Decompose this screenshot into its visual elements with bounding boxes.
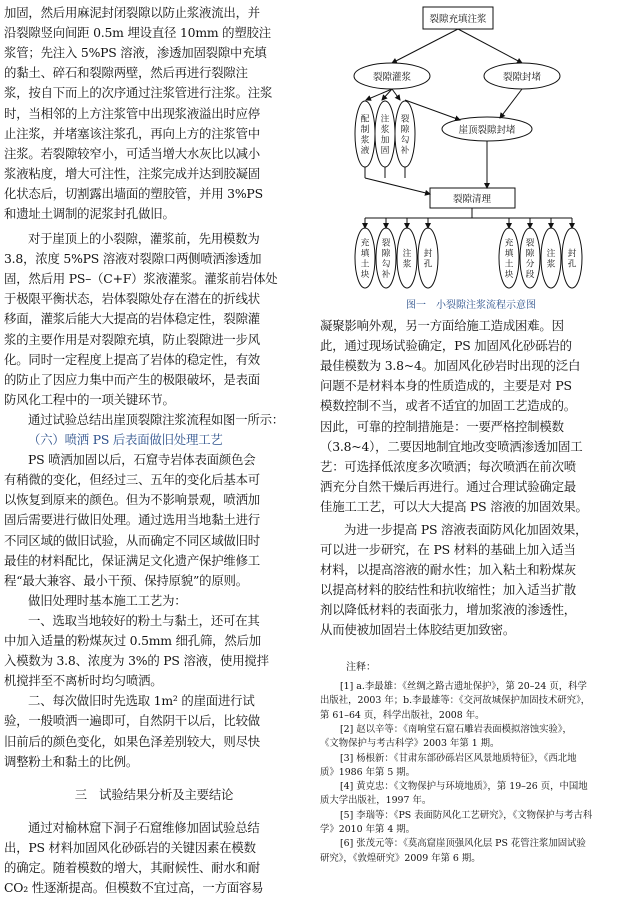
right-text-line: 艺：可选择低浓度多次喷洒；每次喷洒在前次喷 (320, 458, 577, 474)
left-text-line: 的黏土、碎石和裂隙两壁，然后再进行裂隙注 (4, 65, 248, 81)
left-text-line: 浆，按自下而上的次序通过注浆管进行注浆。注浆 (4, 85, 273, 101)
left-text-line: 调整粉土和黏土的比例。 (4, 753, 139, 769)
left-text-line: 于极限平衡状态，岩体裂隙处存在潜在的折线状 (4, 291, 261, 307)
left-text-line: CO₂ 性逐渐提高。但模数不宜过高，一方面容易 (4, 879, 264, 895)
left-text-line: 移面，灌浆后能大大提高的岩体稳定性，裂隙灌 (4, 311, 261, 327)
left-text-line: 对于崖顶上的小裂隙，灌浆前，先用模数为 (28, 231, 260, 246)
left-text-line: 浆液粘度，增大可注性，注浆完成并达到胶凝固 (4, 165, 261, 181)
diagram-bottom-right-node: 充填土块 (504, 238, 514, 280)
diagram-bottom-right-node: 封孔 (567, 248, 577, 270)
right-text-line: 为进一步提高 PS 溶液表面防风化加固效果， (344, 521, 588, 537)
left-text-line: （六）喷洒 PS 后表面做旧处理工艺 (28, 432, 223, 447)
left-text-line: 通过试验总结出崖顶裂隙注浆流程如图一所示： (28, 411, 285, 427)
reference-line: 质大学出版社，1997 年。 (320, 795, 432, 807)
right-text-line: 因此，可靠的控制措施是：一要严格控制模数 (320, 418, 564, 434)
left-text-line: 通过对榆林窟下洞子石窟维修加固试验总结 (28, 819, 260, 835)
reference-line: 质》1986 年第 5 期。 (320, 766, 416, 778)
notes-label: 注释： (346, 662, 376, 673)
diagram-branch-right: 裂隙封堵 (502, 72, 542, 83)
diagram-left-child: 裂隙勾补 (400, 114, 410, 156)
diagram-bottom-left-node: 裂隙勾补 (381, 238, 391, 280)
diagram-merge: 崖顶裂隙封堵 (458, 125, 516, 136)
left-text-line: 验，一般喷洒一遍即可，自然阴干以后，比较做 (4, 713, 261, 729)
right-text-line: 佳施工工艺，可以大大提高 PS 溶液的加固效果。 (320, 498, 588, 514)
diagram-bottom-right-node: 注浆 (546, 248, 556, 270)
left-text-line: 一、选取当地较好的粉土与黏土，还可在其 (28, 612, 260, 628)
left-text-line: 3.8，浓度 5%PS 溶液对裂隙口两侧喷洒渗透加 (4, 251, 262, 267)
left-text-line: 固，然后用 PS–（C+F）浆液灌浆。灌浆前岩体处 (4, 271, 278, 287)
left-text-line: 以恢复到原来的颜色。但为不影响景观，喷洒加 (4, 492, 261, 508)
left-text-line: 止注浆，并堵塞该注浆孔，再向上方的注浆管中 (4, 125, 261, 141)
right-text-line: 洒充分自然干燥后再进行。通过合理试验确定最 (320, 478, 577, 494)
reference-line: 《文物保护与考古科学》2003 年第 1 期。 (320, 738, 500, 750)
left-text-line: 化。同时一定程度上提高了岩体的稳定性，有效 (4, 351, 261, 367)
diagram-bottom-left-node: 封孔 (423, 248, 433, 270)
right-text-line: 剂以降低材料的表面张力，增加浆液的渗透性， (320, 602, 577, 618)
right-text-line: 问题不是材料本身的性质造成的，主要是对 PS (320, 378, 572, 394)
diagram-bottom-left-node: 注浆 (402, 248, 412, 270)
left-text-line: 入模数为 3.8、浓度为 3%的 PS 溶液，使用搅拌 (4, 653, 269, 669)
reference-line: [4] 黄克忠：《文物保护与环境地质》，第 19–26 页，中国地 (340, 781, 588, 793)
left-text-line: 中加入适量的粉煤灰过 0.5mm 细孔筛，然后加 (4, 633, 261, 648)
left-text-line: 防风化工程中的一项关键环节。 (4, 391, 175, 407)
left-text-line: 沿裂隙竖向间距 0.5m 埋设直径 10mm 的塑胶注 (4, 25, 271, 41)
left-text-line: 最佳的材料配比，保证满足文化遗产保护维修工 (4, 552, 261, 568)
reference-line: 研究》，《敦煌研究》2009 年第 6 期。 (320, 852, 481, 864)
reference-line: 学》2010 年第 4 期。 (320, 824, 416, 835)
left-text-line: 做旧处理时基本施工工艺为： (28, 592, 187, 608)
right-text-line: （3.8~4），二要因地制宜地改变喷洒渗透加固工 (320, 438, 583, 454)
left-text-line: 化状态后，切割露出墙面的塑胶管，并用 3%PS (4, 185, 263, 201)
right-text-line: 以提高材料的胶结性和抗收缩性；加入适当扩散 (320, 582, 577, 598)
left-text-line: 的确定。随着模数的增大，其耐候性、耐水和耐 (4, 859, 261, 875)
right-text-line: 材料，以提高溶液的耐水性；加入粘土和粉煤灰 (320, 562, 577, 578)
left-text-line: 加固，然后用麻泥封闭裂隙以防止浆液流出，并 (4, 5, 261, 20)
diagram-cleanup: 裂隙清理 (452, 194, 492, 205)
left-text-line: 浆的主要作用是对裂隙充填，防止裂隙进一步风 (4, 331, 261, 347)
left-text-line: PS 喷洒加固以后，石窟寺岩体表面颜色会 (28, 452, 256, 468)
left-text-line: 出，PS 材料加固风化砂砾岩的关键因素在模数 (4, 839, 256, 855)
right-text-line: 凝聚影响外观，另一方面给施工造成困难。因 (320, 318, 564, 333)
right-text-line: 可以进一步研究，在 PS 材料的基础上加入适当 (320, 542, 576, 557)
left-text-line: 三 试验结果分析及主要结论 (74, 786, 234, 802)
diagram-title: 裂隙充填注浆 (429, 14, 487, 25)
left-text-line: 机搅拌至不离析时均匀喷洒。 (4, 673, 163, 689)
left-text-line: 的防止了因应力集中而产生的极限破坏，是表面 (4, 371, 261, 387)
left-text-line: 固后需要进行做旧处理。通过选用当地黏土进行 (4, 512, 261, 528)
left-text-line: 有稍微的变化，但经过三、五年的变化后基本可 (4, 472, 261, 488)
left-text-line: 二、每次做旧时先选取 1m² 的崖面进行试 (28, 693, 255, 709)
right-text-line: 模数控制不当，或者不适宜的加固工艺造成的。 (320, 398, 577, 414)
diagram-left-child: 配制浆液 (360, 114, 370, 156)
reference-line: 第 61–64 页，科学出版社，2008 年。 (320, 709, 485, 721)
left-text-line: 程“最大兼容、最小干预、保持原貌”的原则。 (4, 572, 248, 588)
diagram-branch-left: 裂隙灌浆 (372, 72, 412, 83)
reference-line: [6] 张茂元等：《莫高窟崖顶强风化层 PS 花管注浆加固试验 (340, 838, 586, 850)
left-text-line: 不同区域的做旧试验，从而确定不同区域做旧时 (4, 532, 261, 548)
reference-line: [1] a.李最雄：《丝绸之路古遗址保护》，第 20–24 页，科学 (340, 681, 587, 692)
diagram-bottom-left-node: 充填土块 (360, 238, 370, 280)
left-text-line: 浆管；先注入 5%PS 溶液，渗透加固裂隙中充填 (4, 45, 267, 61)
reference-line: [2] 赵以辛等：《南响堂石窟石雕岩表面模拟溶蚀实验》， (340, 723, 572, 735)
figure-caption: 图一 小裂隙注浆流程示意图 (406, 300, 536, 311)
left-text-line: 时，当相邻的上方注浆管中出现浆液溢出时应停 (4, 105, 261, 121)
reference-line: 出版社，2003 年；b.李最雄等：《交河故城保护加固技术研究》， (320, 695, 591, 707)
left-text-line: 旧前后的颜色变化，如果色泽差别较大，则尽快 (4, 733, 261, 749)
reference-line: [3] 杨根新：《甘肃东部砂砾岩区风景地质特征》，《西北地 (340, 752, 577, 764)
reference-line: [5] 李瑞等：《PS 表面防风化工艺研究》，《文物保护与考古科 (340, 809, 593, 821)
right-text-line: 从而使被加固岩土体胶结更加致密。 (320, 622, 516, 638)
diagram-left-child: 注浆加固 (380, 114, 390, 156)
right-text-line: 此，通过现场试验确定，PS 加固风化砂砾岩的 (320, 338, 572, 354)
diagram-bottom-right-node: 裂隙分段 (525, 238, 535, 280)
right-text-line: 最佳模数为 3.8~4。加固风化砂岩时出现的泛白 (320, 358, 581, 374)
left-text-line: 注浆。若裂隙较窄小，可适当增大水灰比以减小 (4, 145, 261, 161)
left-text-line: 和遗址土调制的泥浆封孔做旧。 (4, 206, 175, 221)
